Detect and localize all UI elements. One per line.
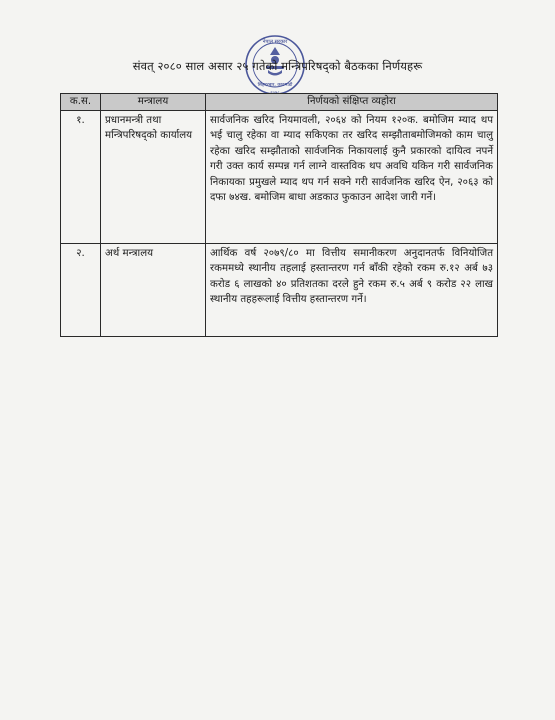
table-row [61, 244, 498, 337]
row-ministry: प्रधानमन्त्री तथा मन्त्रिपरिषद्को कार्यालय [101, 111, 206, 244]
document-title: संवत् २०८० साल असार २५ गतेको मन्त्रिपरिषद्को बैठकका निर्णयहरू [132, 59, 423, 73]
row-ministry: अर्थ मन्त्रालय [101, 244, 206, 337]
seal-ring-text: नेपाल सरकार [262, 39, 288, 45]
table-header-row [61, 94, 498, 111]
row-decision: आर्थिक वर्ष २०७९/८० मा वित्तीय समानीकरण अनुदानतर्फ विनियोजित रकममध्ये स्थानीय तहलाई हस्तान्तरण गर्न बाँकी रहेको रकम रु.१२ अर्ब ७३ करोड ६ लाखको ४० प्रतिशतका दरले हुने रकम रु.५ अर्ब ९ करोड २२ लाख स्थानीय तहहरूलाई वित्तीय हस्तान्तरण गर्ने। [206, 244, 498, 337]
decisions-table [60, 93, 498, 337]
row-decision: सार्वजनिक खरिद नियमावली, २०६४ को नियम १२०क. बमोजिम म्याद थप भई चालु रहेका वा म्याद सकिएका तर खरिद सम्झौताबमोजिमको काम चालु रहेका खरिद सम्झौताको सार्वजनिक निकायलाई कुनै प्रकारको दायित्व नपर्ने गरी उक्त कार्य सम्पन्न गर्न लाग्ने वास्तविक थप अवधि यकिन गरी सार्वजनिक निकायका प्रमुखले म्याद थप गर्न सक्ने गरी सार्वजनिक खरिद ऐन, २०६३ को दफा ७४ख. बमोजिम बाधा अडकाउ फुकाउन आदेश जारी गर्ने। [206, 111, 498, 244]
header-ministry: मन्त्रालय [101, 94, 206, 111]
seal-sub-text: सिंहदरबार, काठमाडौं [257, 83, 293, 88]
row-serial: २. [61, 244, 101, 337]
header-serial: क.स. [61, 94, 101, 111]
header-decision: निर्णयको संक्षिप्त व्यहोरा [206, 94, 498, 111]
table-row [61, 111, 498, 244]
row-serial: १. [61, 111, 101, 244]
